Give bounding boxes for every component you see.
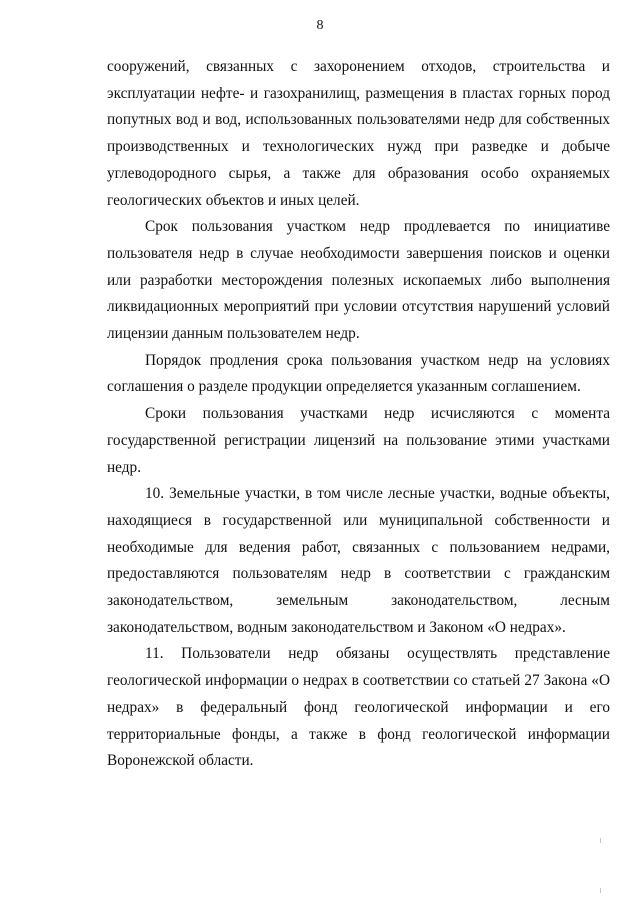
paragraph-item-10: 10. Земельные участки, в том числе лесные участки, водные объекты, находящиеся в государственной или муниципальной собственности и необходимые для ведения работ, связанных с пользованием недрами, предоставляются пользователям недр в соответствии с гражданским законодательством, земельным законодательством, лесным законодательством, водным законодательством и Законом «О недрах». — [107, 485, 610, 636]
document-body — [107, 54, 610, 775]
paragraph-license-extension: Срок пользования участком недр продлевается по инициативе пользователя недр в случае необходимости завершения поисков и оценки или разработки месторождения полезных ископаемых либо выполнения ликвидационных мероприятий при условии отсутствия нарушений условий лицензии данным пользователем недр. — [107, 218, 610, 343]
paragraph-usage-terms: Сроки пользования участками недр исчисляются с момента государственной регистрации лицензий на пользование этими участками недр. — [107, 405, 610, 476]
scan-mark — [600, 838, 601, 843]
page-number: 8 — [316, 18, 324, 33]
paragraph-item-11: 11. Пользователи недр обязаны осуществлять представление геологической информации о недрах в соответствии со статьей 27 Закона «О недрах» в федеральный фонд геологической информации и его территориальные фонды, а также в фонд геологической информации Воронежской области. — [107, 645, 610, 770]
scan-mark — [600, 888, 601, 893]
paragraph-extension-procedure: Порядок продления срока пользования участком недр на условиях соглашения о разделе продукции определяется указанным соглашением. — [107, 351, 610, 396]
paragraph-continuation: сооружений, связанных с захоронением отходов, строительства и эксплуатации нефте- и газохранилищ, размещения в пластах горных пород попутных вод и вод, использованных пользователями недр для собственных производственных и технологических нужд при разведке и добыче углеводородного сырья, а также для образования особо охраняемых геологических объектов и иных целей. — [107, 58, 610, 209]
